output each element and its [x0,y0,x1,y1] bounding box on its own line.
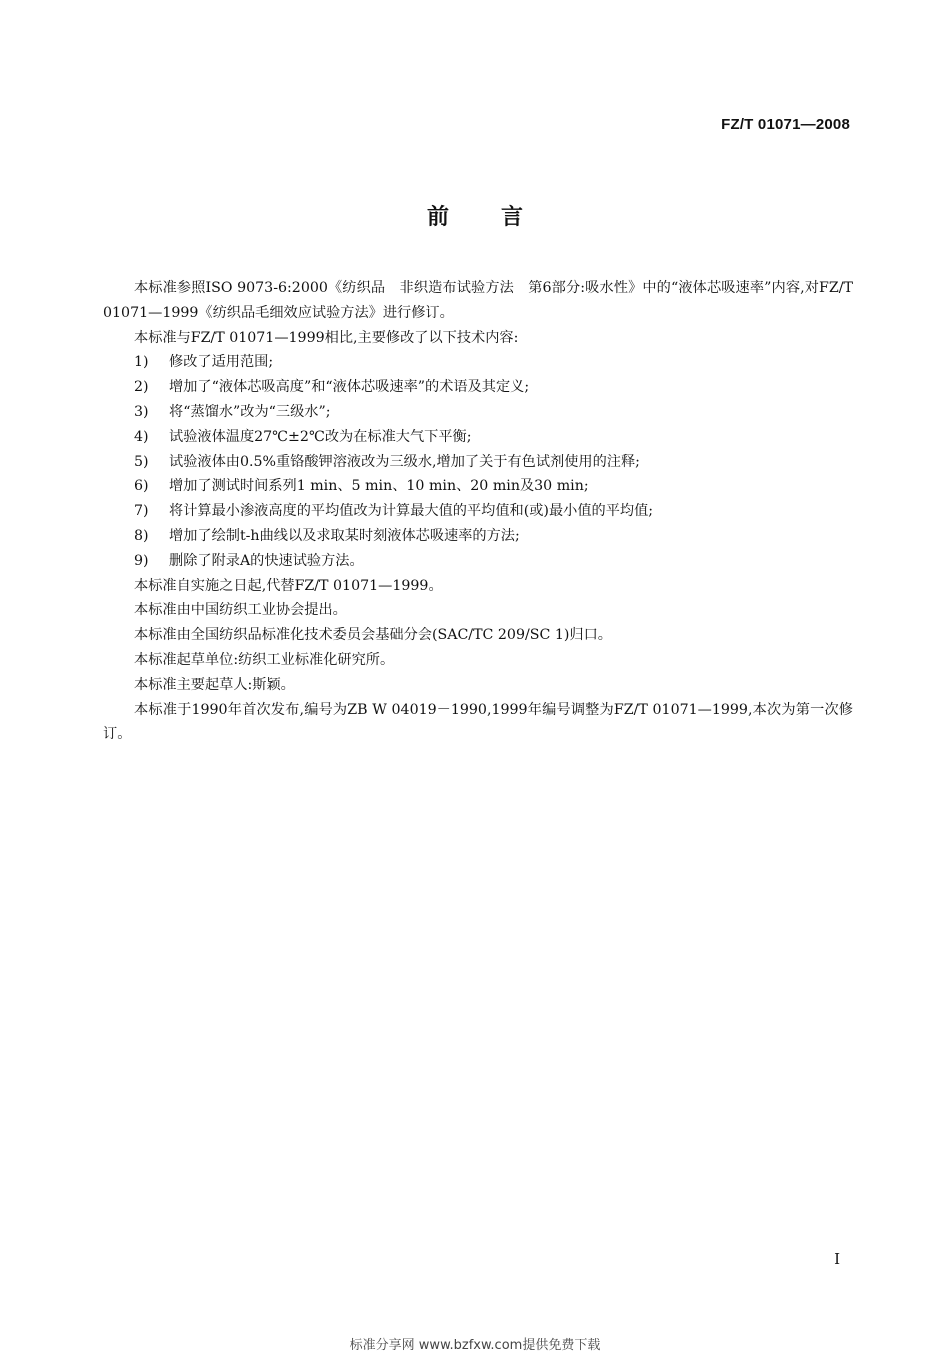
list-item [103,499,853,524]
standard-code: FZ/T 01071—2008 [721,116,850,133]
list-item-text: 增加了绘制t-h曲线以及求取某时刻液体芯吸速率的方法; [169,527,520,544]
statement-administered-by: 本标准由全国纺织品标准化技术委员会基础分会(SAC/TC 209/SC 1)归口。 [134,627,612,644]
list-item [103,450,853,475]
list-item-number: 3) [134,403,149,420]
statement-replaces: 本标准自实施之日起,代替FZ/T 01071—1999。 [134,577,443,594]
list-item-text: 将“蒸馏水”改为“三级水”; [169,403,331,420]
list-item-text: 试验液体温度27℃±2℃改为在标准大气下平衡; [169,428,472,445]
page-title: 前言 [426,205,575,230]
list-item-number: 8) [134,527,149,544]
page-number: I [834,1250,840,1268]
list-item-text: 修改了适用范围; [169,354,274,371]
statement-proposed-by: 本标准由中国纺织工业协会提出。 [134,602,347,619]
list-item-text: 试验液体由0.5%重铬酸钾溶液改为三级水,增加了关于有色试剂使用的注释; [169,453,640,470]
list-item-text: 将计算最小渗液高度的平均值改为计算最大值的平均值和(或)最小值的平均值; [169,503,654,520]
foreword-body [103,276,853,747]
statement-history: 本标准于1990年首次发布,编号为ZB W 04019－1990,1999年编号调整为FZ/T 01071—1999,本次为第一次修订。 [103,701,853,743]
list-item-number: 4) [134,428,149,445]
list-item-text: 增加了“液体芯吸高度”和“液体芯吸速率”的术语及其定义; [169,379,530,396]
list-item-number: 5) [134,453,149,470]
list-item-text: 增加了测试时间系列1 min、5 min、10 min、20 min及30 min; [169,478,589,495]
list-item [103,549,853,574]
list-item-number: 2) [134,379,149,396]
intro-paragraph-2: 本标准与FZ/T 01071—1999相比,主要修改了以下技术内容: [134,329,519,346]
list-item [103,425,853,450]
list-item-number: 1) [134,354,149,371]
list-item-number: 6) [134,478,149,495]
list-item [103,400,853,425]
list-item [103,524,853,549]
statement-drafting-unit: 本标准起草单位:纺织工业标准化研究所。 [134,651,395,668]
statement-main-drafters: 本标准主要起草人:斯颖。 [134,676,295,693]
list-item [103,474,853,499]
changes-list [103,350,853,573]
list-item [103,350,853,375]
list-item-number: 7) [134,503,149,520]
watermark-text: 标准分享网 www.bzfxw.com提供免费下载 [349,1338,601,1353]
list-item-number: 9) [134,552,149,569]
list-item [103,375,853,400]
list-item-text: 删除了附录A的快速试验方法。 [169,552,364,569]
intro-paragraph-1: 本标准参照ISO 9073-6:2000《纺织品 非织造布试验方法 第6部分:吸水性》中的“液体芯吸速率”内容,对FZ/T 01071—1999《纺织品毛细效应试验方法》进行修订。 [103,280,853,321]
